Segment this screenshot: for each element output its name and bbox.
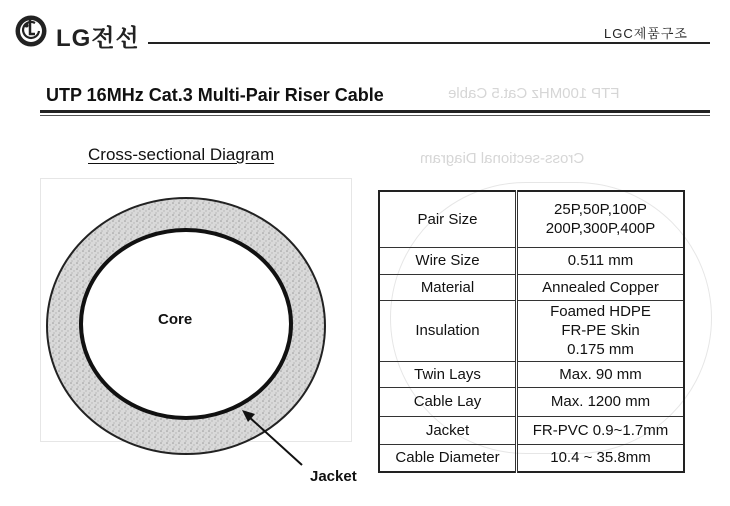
- spec-key: Material: [379, 274, 517, 300]
- table-row: [379, 191, 684, 247]
- page-title: UTP 16MHz Cat.3 Multi-Pair Riser Cable: [46, 85, 384, 105]
- jacket-label: Jacket: [310, 468, 357, 485]
- spec-key: Twin Lays: [379, 361, 517, 387]
- table-row: [379, 416, 684, 444]
- spec-value: FR-PVC 0.9~1.7mm: [517, 416, 685, 444]
- spec-value: Foamed HDPE FR-PE Skin 0.175 mm: [517, 300, 685, 361]
- spec-value: 0.511 mm: [517, 247, 685, 274]
- spec-value: Max. 1200 mm: [517, 387, 685, 416]
- bleed-through-text: Cross-sectional Diagram: [420, 150, 585, 167]
- spec-value: Annealed Copper: [517, 274, 685, 300]
- section-label: LGC제품구조: [604, 26, 688, 41]
- spec-key: Cable Diameter: [379, 444, 517, 472]
- lg-logo-icon: [14, 14, 48, 48]
- table-row: [379, 274, 684, 300]
- core-label: Core: [158, 311, 193, 328]
- spec-key: Wire Size: [379, 247, 517, 274]
- spec-value: Max. 90 mm: [517, 361, 685, 387]
- title-rule: [40, 110, 710, 113]
- header-rule: [148, 42, 710, 44]
- table-row: [379, 361, 684, 387]
- bleed-through-text: FTP 100MHz Cat.5 Cable: [448, 85, 620, 102]
- spec-table: [378, 190, 685, 473]
- cable-cross-section-diagram: [40, 190, 340, 480]
- spec-value: 10.4 ~ 35.8mm: [517, 444, 685, 472]
- diagram-heading: Cross-sectional Diagram: [88, 145, 275, 164]
- table-row: [379, 444, 684, 472]
- title-rule-thin: [40, 115, 710, 116]
- spec-key: Insulation: [379, 300, 517, 361]
- spec-value: 25P,50P,100P 200P,300P,400P: [517, 191, 685, 247]
- table-row: [379, 387, 684, 416]
- spec-key: Pair Size: [379, 191, 517, 247]
- table-row: [379, 300, 684, 361]
- spec-key: Jacket: [379, 416, 517, 444]
- table-row: [379, 247, 684, 274]
- brand-name: LG전선: [56, 25, 140, 52]
- spec-key: Cable Lay: [379, 387, 517, 416]
